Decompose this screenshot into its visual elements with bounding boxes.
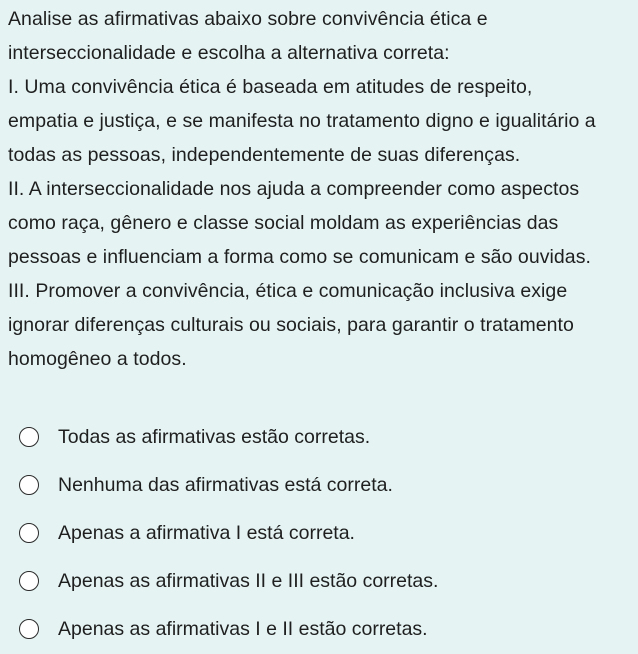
question-line: todas as pessoas, independentemente de suas diferenças.: [8, 144, 521, 166]
answer-option[interactable]: [0, 420, 600, 454]
radio-button[interactable]: [19, 427, 39, 447]
question-text: [8, 2, 638, 376]
answer-option-label[interactable]: Todas as afirmativas estão corretas.: [58, 426, 371, 448]
question-line: II. A interseccionalidade nos ajuda a compreender como aspectos: [8, 178, 580, 200]
radio-button[interactable]: [19, 475, 39, 495]
answer-option-label[interactable]: Apenas as afirmativas II e III estão corretas.: [58, 570, 439, 592]
radio-button[interactable]: [19, 523, 39, 543]
answer-option-label[interactable]: Apenas a afirmativa I está correta.: [58, 522, 355, 544]
answer-option[interactable]: [0, 564, 600, 598]
question-line: ignorar diferenças culturais ou sociais, para garantir o tratamento: [8, 314, 574, 336]
question-line: I. Uma convivência ética é baseada em atitudes de respeito,: [8, 76, 533, 98]
question-line: pessoas e influenciam a forma como se comunicam e são ouvidas.: [8, 246, 591, 268]
answer-option[interactable]: [0, 468, 600, 502]
question-line: homogêneo a todos.: [8, 348, 187, 370]
radio-button[interactable]: [19, 619, 39, 639]
answer-option-label[interactable]: Nenhuma das afirmativas está correta.: [58, 474, 393, 496]
question-line: como raça, gênero e classe social moldam as experiências das: [8, 212, 559, 234]
question-line: interseccionalidade e escolha a alternativa correta:: [8, 42, 450, 64]
question-line: Analise as afirmativas abaixo sobre convivência ética e: [8, 8, 488, 30]
question-line: empatia e justiça, e se manifesta no tratamento digno e igualitário a: [8, 110, 596, 132]
answer-option[interactable]: [0, 612, 600, 646]
question-line: III. Promover a convivência, ética e comunicação inclusiva exige: [8, 280, 568, 302]
answer-option-label[interactable]: Apenas as afirmativas I e II estão corretas.: [58, 618, 428, 640]
radio-button[interactable]: [19, 571, 39, 591]
answer-option[interactable]: [0, 516, 600, 550]
